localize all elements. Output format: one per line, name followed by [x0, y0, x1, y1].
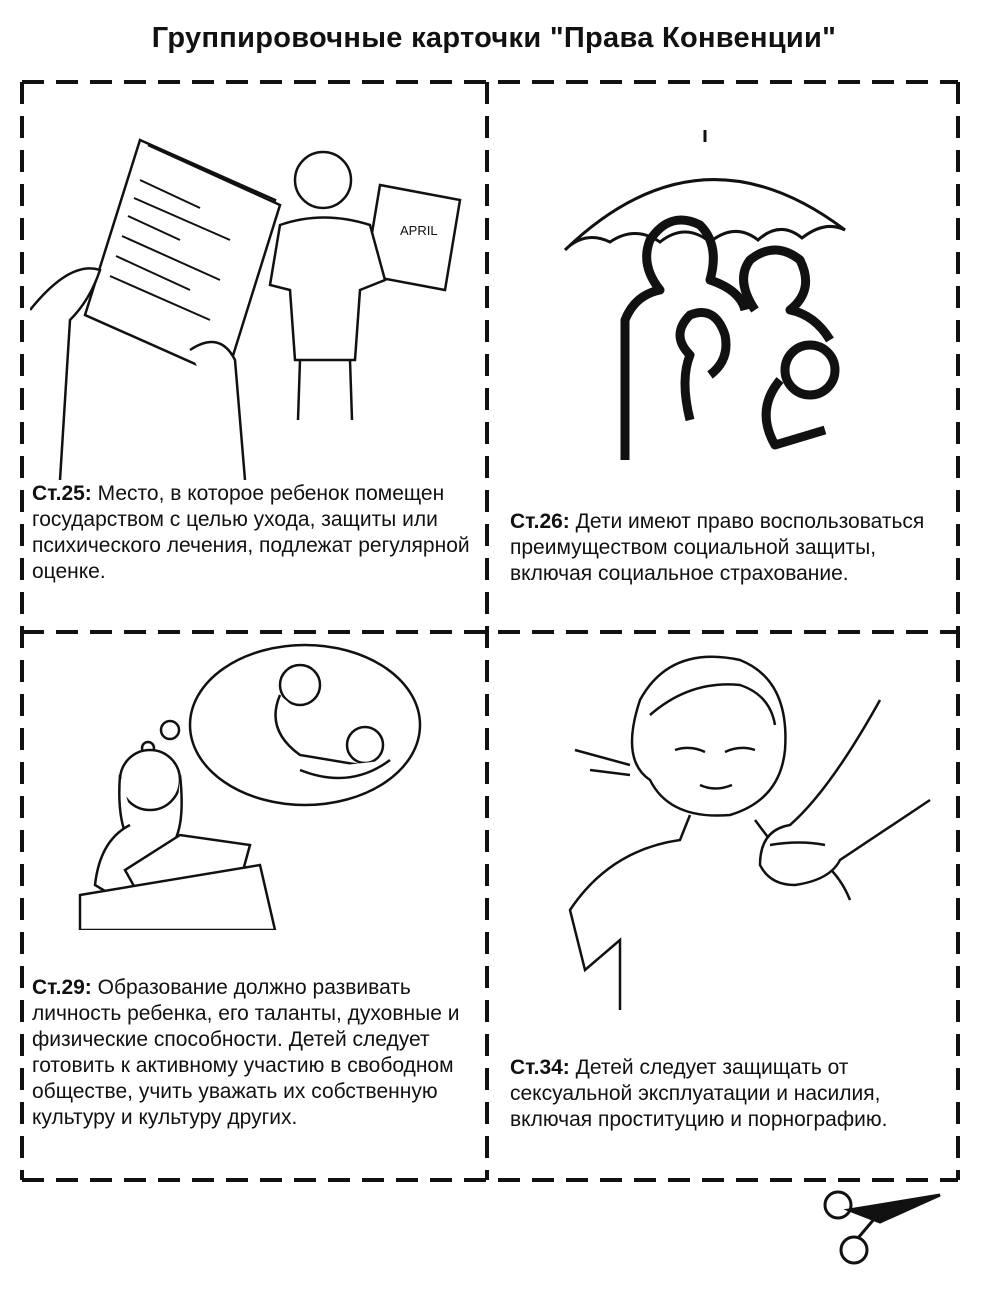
card-4-illustration	[500, 640, 940, 1010]
card-3-body: Образование должно развивать личность ребенка, его таланты, духовные и физические способности. Детей следует готовить к активному участию в свободном обществе, учить уважать их собственную культуру и культуру других.	[32, 976, 460, 1129]
card-1-illustration	[30, 90, 480, 480]
card-3-article: Ст.29:	[32, 976, 92, 999]
calendar-label: APRIL	[400, 223, 438, 238]
card-1-article: Ст.25:	[32, 482, 92, 505]
card-4-article: Ст.34:	[510, 1056, 570, 1079]
card-4-text	[510, 1055, 930, 1133]
card-2-illustration	[540, 130, 870, 460]
card-2-body: Дети имеют право воспользоваться преимуществом социальной защиты, включая социальное страхование.	[510, 510, 925, 585]
card-2-article: Ст.26:	[510, 510, 570, 533]
card-3-text	[32, 975, 477, 1131]
card-3-illustration	[60, 640, 440, 930]
card-1-body: Место, в которое ребенок помещен государством с целью ухода, защиты или психического лечения, подлежат регулярной оценке.	[32, 482, 470, 583]
card-4-body: Детей следует защищать от сексуальной эксплуатации и насилия, включая проституцию и порнографию.	[510, 1056, 888, 1131]
card-1-text	[32, 481, 477, 585]
card-2-text	[510, 509, 930, 587]
page-title: Группировочные карточки "Права Конвенции"	[151, 22, 837, 54]
scissors-icon	[825, 1192, 940, 1263]
